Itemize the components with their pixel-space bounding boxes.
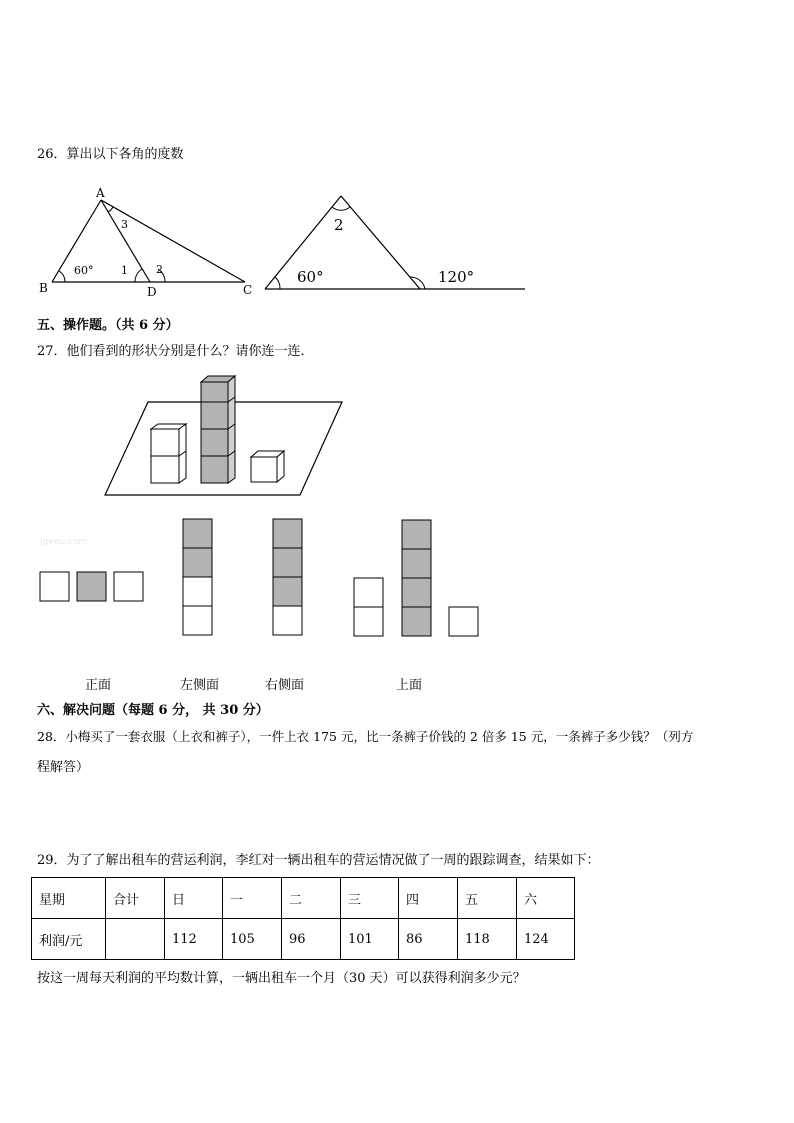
table-cell: 利润/元 xyxy=(32,919,106,960)
table-cell: 112 xyxy=(165,919,223,960)
q29-intro: 29．为了了解出租车的营运利润，李红对一辆出租车的营运情况做了一周的跟踪调查，结果如下： xyxy=(37,853,600,868)
triangle-abc-figure xyxy=(30,185,290,305)
table-cell: 合计 xyxy=(106,878,165,919)
label-b: B xyxy=(39,281,48,295)
view-column-option-2 xyxy=(272,518,304,638)
table-cell: 118 xyxy=(458,919,517,960)
view-label-front: 正面 xyxy=(85,678,112,693)
section5-heading: 五、操作题。（共 6 分） xyxy=(37,318,179,333)
angle-1-label: 1 xyxy=(121,264,128,277)
view-label-left: 左侧面 xyxy=(180,678,220,693)
angle-2-label: 2 xyxy=(156,263,163,276)
table-cell: 三 xyxy=(341,878,399,919)
table-row xyxy=(32,919,575,960)
q28-line2: 程解答） xyxy=(37,760,90,775)
triangle-exterior-figure xyxy=(260,185,530,295)
table-cell: 二 xyxy=(282,878,341,919)
label-a: A xyxy=(96,186,105,200)
table-cell: 96 xyxy=(282,919,341,960)
angle-60-label: 60° xyxy=(297,268,324,286)
view-side-option xyxy=(353,519,483,639)
table-cell xyxy=(106,919,165,960)
table-cell: 105 xyxy=(223,919,282,960)
table-cell: 124 xyxy=(517,919,575,960)
label-d: D xyxy=(147,285,157,299)
angle-top-label: 2 xyxy=(334,216,344,234)
view-front-option xyxy=(39,571,149,603)
angle-3-label: 3 xyxy=(121,218,128,231)
profit-table xyxy=(31,877,575,960)
q26-text: 26．算出以下各角的度数 xyxy=(37,147,184,162)
table-cell: 四 xyxy=(399,878,458,919)
cube-arrangement-figure xyxy=(100,372,350,502)
table-cell: 五 xyxy=(458,878,517,919)
table-cell: 86 xyxy=(399,919,458,960)
table-cell: 星期 xyxy=(32,878,106,919)
view-column-option-1 xyxy=(182,518,214,638)
table-row xyxy=(32,878,575,919)
q29-question: 按这一周每天利润的平均数计算，一辆出租车一个月（30 天）可以获得利润多少元？ xyxy=(37,971,526,986)
table-cell: 六 xyxy=(517,878,575,919)
label-c: C xyxy=(243,283,253,297)
angle-120-label: 120° xyxy=(438,268,475,286)
table-cell: 一 xyxy=(223,878,282,919)
table-cell: 日 xyxy=(165,878,223,919)
section6-heading: 六、解决问题（每题 6 分， 共 30 分） xyxy=(37,703,269,718)
q27-text: 27．他们看到的形状分别是什么？请你连一连． xyxy=(37,344,314,359)
q28-line1: 28．小梅买了一套衣服（上衣和裤子），一件上衣 175 元，比一条裤子价钱的 2 倍多 15 元，一条裤子多少钱？（列方 xyxy=(37,729,694,744)
watermark: Jgeeu.com xyxy=(40,537,88,547)
table-cell: 101 xyxy=(341,919,399,960)
view-label-right: 右侧面 xyxy=(265,678,305,693)
view-label-top: 上面 xyxy=(396,678,423,693)
angle-b-label: 60° xyxy=(74,264,94,277)
